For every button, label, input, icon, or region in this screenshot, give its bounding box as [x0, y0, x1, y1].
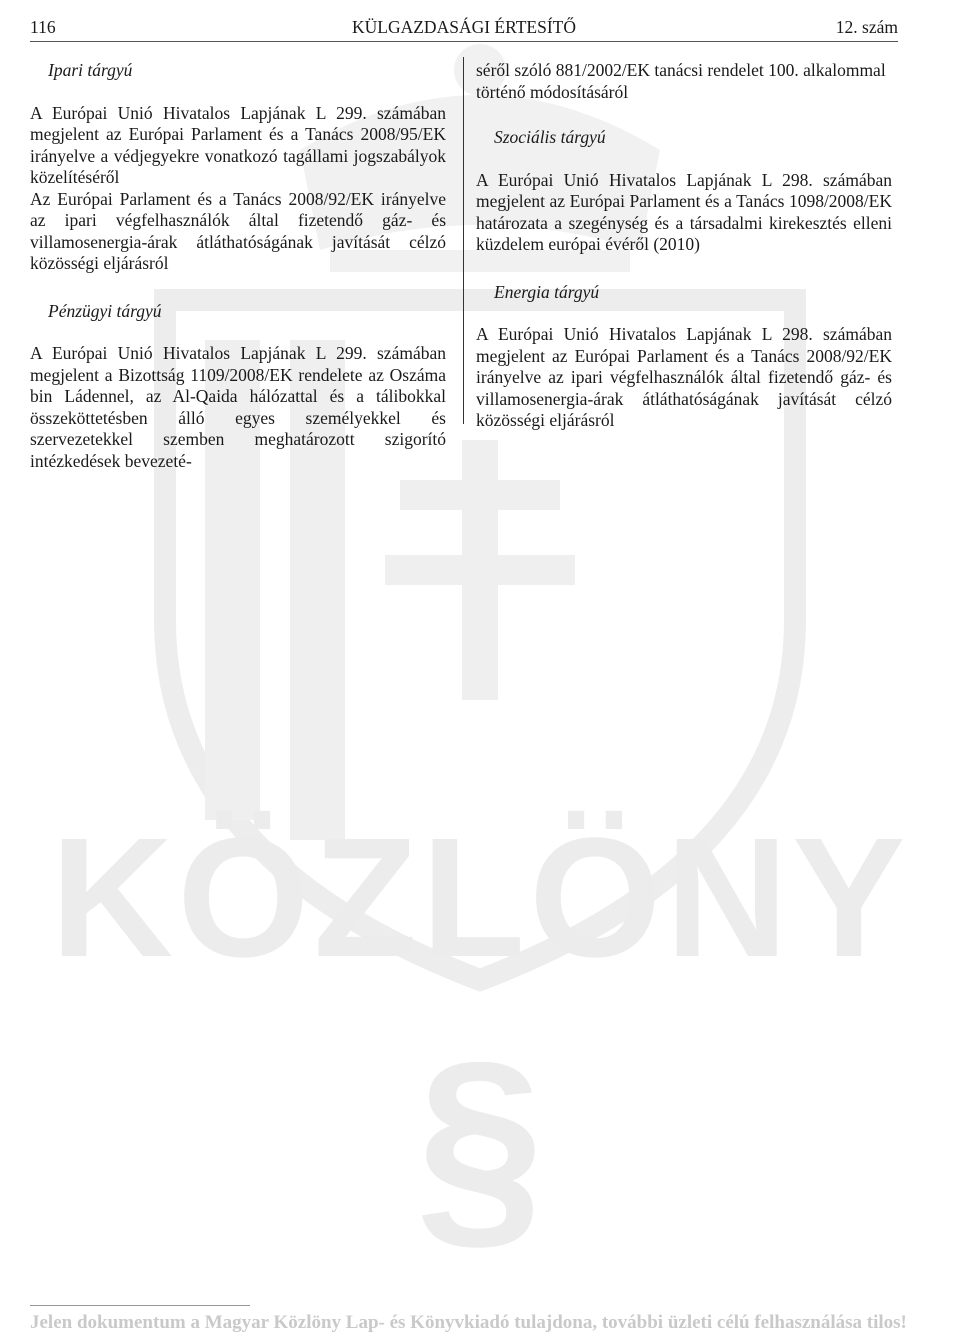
- right-column: [476, 60, 892, 432]
- issue-number: 12. szám: [835, 17, 898, 37]
- section-heading-energy: Energia tárgyú: [494, 281, 600, 302]
- header-rule: [30, 41, 898, 42]
- publication-title: KÜLGAZDASÁGI ÉRTESÍTŐ: [352, 17, 576, 37]
- section-heading-industrial: Ipari tárgyú: [48, 60, 133, 80]
- paragraph: A Európai Unió Hivatalos Lapjának L 298. számában megjelent az Európai Parlament és a Tanács 1098/2008/EK határozata a szegénység és a társadalmi kirekesztés elleni küzdelem európai évéről (2010): [476, 169, 892, 254]
- paragraph: séről szóló 881/2002/EK tanácsi rendelet 100. alkalommal történő módosításáról: [476, 60, 886, 102]
- paragraph: A Európai Unió Hivatalos Lapjának L 299. számában megjelent a Bizottság 1109/2008/EK rendelete az Oszáma bin Ládennel, az Al-Qaida hálózattal és a tálibokkal összeköttetésben álló egyes személyekkel és szervezetekkel szemben meghatározott szigorító intézkedések bevezeté-: [30, 343, 446, 471]
- page-header: [30, 17, 898, 43]
- paragraph-sign-watermark: §: [416, 1014, 544, 1271]
- page-number: 116: [30, 17, 56, 37]
- section-heading-financial: Pénzügyi tárgyú: [48, 300, 162, 321]
- paragraph: A Európai Unió Hivatalos Lapjának L 299. számában megjelent az Európai Parlament és a Tanács 2008/95/EK irányelve a védjegyekre vonatkozó tagállami jogszabályok közelítéséről: [30, 102, 446, 187]
- watermark-title: KÖZLÖNY: [50, 803, 910, 993]
- section-heading-social: Szociális tárgyú: [494, 127, 606, 147]
- ownership-notice: Jelen dokumentum a Magyar Közlöny Lap- és Könyvkiadó tulajdona, további üzleti célú felhasználása tilos!: [30, 1312, 907, 1333]
- left-column: [30, 60, 446, 472]
- paragraph: A Európai Unió Hivatalos Lapjának L 298. számában megjelent az Európai Parlament és a Tanács 2008/92/EK irányelve az ipari végfelhasználók által fizetendő gáz- és villamosenergia-árak átláthatóságának javítását célzó közösségi eljárásról: [476, 324, 892, 430]
- footer-rule: [30, 1305, 250, 1306]
- paragraph: Az Európai Parlament és a Tanács 2008/92/EK irányelve az ipari végfelhasználók által fizetendő gáz- és villamosenergia-árak átláthatóságának javítását célzó közösségi eljárásról: [30, 188, 446, 273]
- column-divider: [463, 57, 464, 424]
